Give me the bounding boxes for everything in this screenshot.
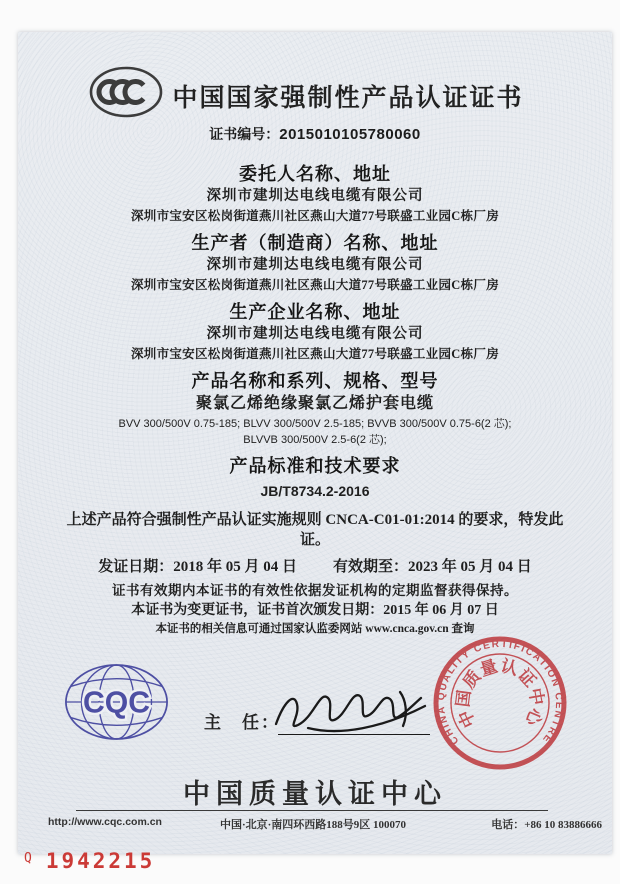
factory-name: 深圳市建圳达电线电缆有限公司 — [206, 326, 424, 342]
manufacturer-address: 深圳市宝安区松岗街道燕川社区燕山大道77号联盛工业园C栋厂房 — [130, 278, 500, 292]
factory-heading: 生产企业名称、地址 — [229, 302, 401, 322]
validity-note: 证书有效期内本证书的有效性依据发证机构的定期监督获得保持。 — [112, 583, 518, 598]
product-models: BVV 300/500V 0.75-185; BLVV 300/500V 2.5-185; BVVB 300/500V 0.75-6(2 芯); BLVVB 300/500V 2.5-6(2 芯); — [118, 418, 512, 446]
signature-underline — [278, 734, 430, 735]
product-section — [46, 370, 584, 448]
standard-heading: 产品标准和技术要求 — [229, 456, 401, 476]
cqc-red-stamp — [430, 633, 570, 773]
manufacturer-name: 深圳市建圳达电线电缆有限公司 — [206, 257, 424, 273]
stamp-inner-text: 中国质量认证中心 — [453, 656, 547, 731]
factory-address: 深圳市宝安区松岗街道燕川社区燕山大道77号联盛工业园C栋厂房 — [130, 347, 500, 361]
applicant-heading: 委托人名称、地址 — [239, 164, 391, 184]
director-label: 主 任： — [204, 713, 280, 732]
serial-prefix: Q — [24, 851, 32, 866]
expiry-date-value: 2023 年 05 月 04 日 — [408, 559, 532, 575]
manufacturer-section — [46, 232, 584, 294]
expiry-date — [333, 557, 532, 578]
cqc-logo-icon — [63, 662, 170, 742]
certificate-title: 中国国家强制性产品认证证书 — [172, 84, 524, 112]
footer-website: http://www.cqc.com.cn — [48, 816, 162, 828]
ccc-mark-icon — [86, 64, 166, 120]
director-signature — [270, 678, 434, 738]
product-heading: 产品名称和系列、规格、型号 — [191, 371, 439, 391]
stamp-ring-text: CHINA QUALITY CERTIFICATION CENTRE — [435, 638, 565, 747]
certificate-body — [46, 156, 584, 638]
certificate-paper — [18, 32, 612, 854]
product-name: 聚氯乙烯绝缘聚氯乙烯护套电缆 — [195, 395, 434, 412]
footer-phone: 电话：+86 10 83886666 — [491, 819, 602, 831]
applicant-section — [46, 163, 584, 225]
issue-date — [98, 557, 297, 578]
change-note: 本证书为变更证书，证书首次颁发日期：2015 年 06 月 07 日 — [131, 603, 499, 618]
footer-divider — [76, 810, 548, 811]
standard-section — [46, 455, 584, 501]
expiry-date-label: 有效期至： — [333, 559, 409, 575]
certificate-number-value: 2015010105780060 — [279, 126, 421, 143]
certificate-number-label: 证书编号： — [209, 128, 280, 143]
print-serial — [24, 849, 155, 873]
cqc-logo-text: CQC — [83, 686, 150, 720]
dates-row — [46, 557, 584, 578]
issue-date-label: 发证日期： — [98, 559, 174, 575]
issue-date-value: 2018 年 05 月 04 日 — [173, 559, 297, 575]
standard-value: JB/T8734.2-2016 — [260, 483, 370, 499]
issuing-org-name: 中国质量认证中心 — [183, 779, 447, 809]
applicant-address: 深圳市宝安区松岗街道燕川社区燕山大道77号联盛工业园C栋厂房 — [130, 209, 500, 223]
applicant-name: 深圳市建圳达电线电缆有限公司 — [206, 188, 424, 204]
serial-number: 1942215 — [45, 849, 156, 873]
footer-address: 中国·北京·南四环西路188号9区 100070 — [219, 819, 407, 831]
compliance-statement: 上述产品符合强制性产品认证实施规则 CNCA-C01-01:2014 的要求，特发此证。 — [66, 512, 564, 548]
manufacturer-heading: 生产者（制造商）名称、地址 — [191, 233, 439, 253]
info-note: 本证书的相关信息可通过国家认监委网站 www.cnca.gov.cn 查询 — [155, 623, 475, 635]
certificate-number-row — [18, 124, 612, 144]
factory-section — [46, 301, 584, 363]
